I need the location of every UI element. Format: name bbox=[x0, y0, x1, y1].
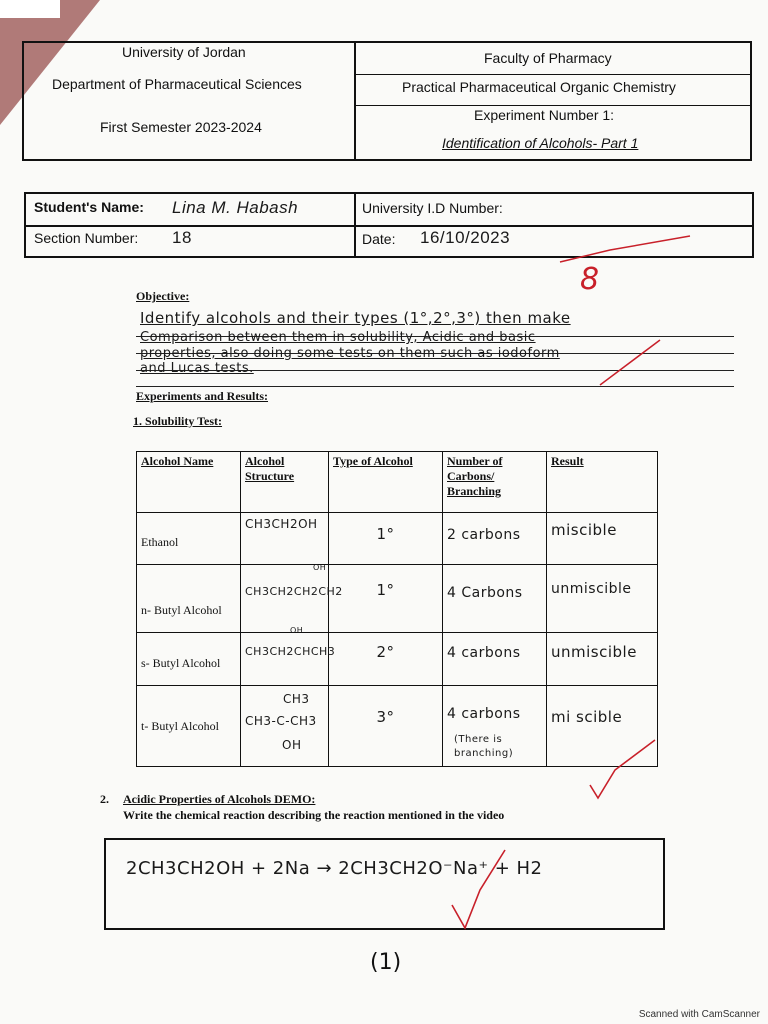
scanner-watermark: Scanned with CamScanner bbox=[638, 1009, 760, 1020]
row-result: mi scible bbox=[547, 686, 658, 767]
date-label: Date: bbox=[362, 231, 396, 247]
faculty-name: Faculty of Pharmacy bbox=[484, 50, 612, 66]
section-number-label: Section Number: bbox=[34, 230, 139, 246]
row-structure: CH3-C-CH3 bbox=[241, 686, 329, 767]
row-carbons: 4 carbons bbox=[443, 633, 547, 686]
grade-mark: 8 bbox=[580, 262, 600, 297]
reaction-equation: 2CH3CH2OH + 2Na → 2CH3CH2O⁻Na⁺ + H2 bbox=[126, 858, 543, 879]
page-number: (1) bbox=[370, 950, 402, 975]
row-result: unmiscible bbox=[547, 633, 658, 686]
t-butyl-ch3-top: CH3 bbox=[283, 692, 310, 706]
t-butyl-oh-bottom: OH bbox=[282, 738, 302, 752]
university-name: University of Jordan bbox=[122, 44, 246, 60]
objective-line-1: Identify alcohols and their types (1°,2°,3°) then make bbox=[140, 309, 571, 327]
header-alcohol-structure: Alcohol Structure bbox=[241, 452, 329, 513]
section-number-value: 18 bbox=[172, 228, 192, 247]
row-name: Ethanol bbox=[137, 513, 241, 565]
department-name: Department of Pharmaceutical Sciences bbox=[52, 76, 302, 92]
check-mark bbox=[452, 850, 505, 928]
acidic-title: Acidic Properties of Alcohols DEMO: bbox=[123, 792, 316, 806]
oh-mark-s-butyl: OH bbox=[290, 626, 304, 635]
objective-line-3: properties, also doing some tests on them such as iodoform bbox=[140, 346, 560, 361]
branching-note: (There is branching) bbox=[454, 734, 514, 759]
acidic-number: 2. bbox=[100, 792, 109, 806]
objective-line-2: Comparison between them in solubility, Acidic and basic bbox=[140, 330, 536, 345]
row-name: n- Butyl Alcohol bbox=[137, 565, 241, 633]
university-id-label: University I.D Number: bbox=[362, 200, 503, 216]
header-result: Result bbox=[547, 452, 658, 513]
check-mark bbox=[600, 340, 660, 385]
oh-mark-n-butyl: OH bbox=[313, 563, 327, 572]
row-type: 1° bbox=[329, 513, 443, 565]
solubility-label: 1. Solubility Test: bbox=[133, 414, 223, 428]
date-value: 16/10/2023 bbox=[420, 228, 511, 247]
row-result: miscible bbox=[547, 513, 658, 565]
experiments-label: Experiments and Results: bbox=[136, 389, 269, 403]
semester: First Semester 2023-2024 bbox=[100, 119, 262, 135]
row-result: unmiscible bbox=[547, 565, 658, 633]
row-structure: CH3CH2CHCH3 bbox=[241, 633, 329, 686]
row-name: s- Butyl Alcohol bbox=[137, 633, 241, 686]
experiment-number: Experiment Number 1: bbox=[474, 107, 615, 123]
row-carbons: 4 Carbons bbox=[443, 565, 547, 633]
objective-label: Objective: bbox=[136, 289, 190, 303]
header-type: Type of Alcohol bbox=[329, 452, 443, 513]
header-alcohol-name: Alcohol Name bbox=[137, 452, 241, 513]
row-structure: CH3CH2CH2CH2 bbox=[241, 565, 329, 633]
course-name: Practical Pharmaceutical Organic Chemistry bbox=[402, 79, 676, 95]
acidic-instruction: Write the chemical reaction describing the reaction mentioned in the video bbox=[123, 808, 505, 822]
student-name-label: Student's Name: bbox=[34, 199, 144, 215]
row-carbons: 4 carbons bbox=[443, 686, 547, 767]
red-pen-stroke bbox=[560, 236, 690, 262]
student-name-value: Lina M. Habash bbox=[172, 198, 299, 217]
objective-line-4: and Lucas tests. bbox=[140, 361, 254, 376]
row-structure: CH3CH2OH bbox=[241, 513, 329, 565]
row-type: 1° bbox=[329, 565, 443, 633]
row-type: 3° bbox=[329, 686, 443, 767]
row-name: t- Butyl Alcohol bbox=[137, 686, 241, 767]
check-mark bbox=[590, 740, 655, 798]
header-carbons: Number of Carbons/ Branching bbox=[443, 452, 547, 513]
experiment-title: Identification of Alcohols- Part 1 bbox=[442, 135, 639, 151]
row-carbons: 2 carbons bbox=[443, 513, 547, 565]
row-type: 2° bbox=[329, 633, 443, 686]
